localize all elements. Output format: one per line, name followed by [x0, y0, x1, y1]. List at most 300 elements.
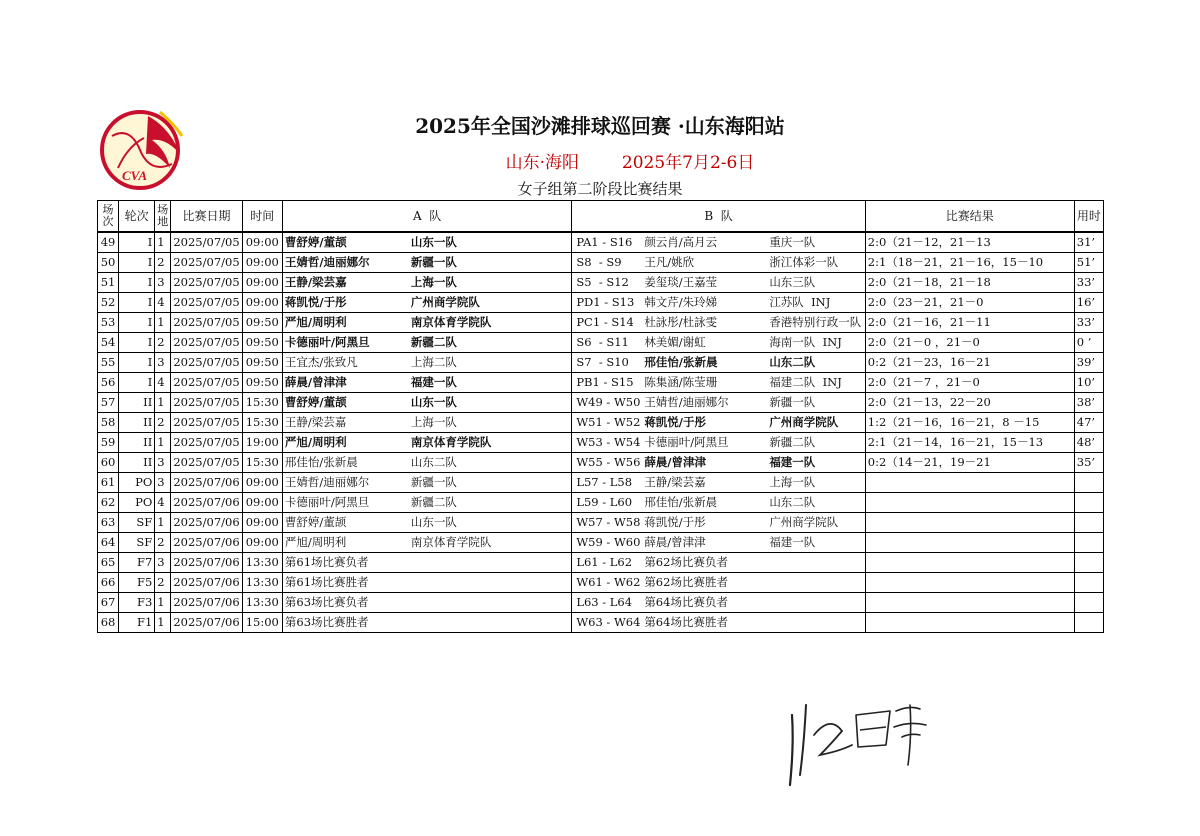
round-cell: F5 — [119, 573, 155, 593]
duration-cell — [1074, 473, 1103, 493]
round-cell: I — [119, 353, 155, 373]
page-subtitle: 女子组第二阶段比赛结果 — [517, 180, 683, 198]
result-cell: 2:0（21－16，21－11 — [865, 313, 1074, 333]
team-a-name: 南京体育学院队 — [410, 535, 492, 549]
team-a-players: 严旭/周明利 — [284, 435, 347, 449]
time-cell: 19:00 — [242, 433, 282, 453]
team-a-wrapper — [285, 393, 569, 412]
team-b-players: 第62场比赛负者 — [644, 555, 728, 569]
team-a-players: 第61场比赛胜者 — [284, 575, 369, 589]
result-cell: 2:1（18－21，21－16，15－10 — [865, 253, 1074, 273]
table-row — [98, 433, 1104, 453]
team-b-wrapper — [574, 393, 862, 412]
date-cell: 2025/07/05 — [171, 273, 242, 293]
team-b-cell — [572, 353, 865, 373]
result-cell: 2:0（21－0 ，21－0 — [865, 333, 1074, 353]
table-row — [98, 473, 1104, 493]
court-cell: 4 — [155, 373, 171, 393]
court-cell: 1 — [155, 232, 171, 253]
round-cell: F7 — [119, 553, 155, 573]
match-no-cell: 68 — [98, 613, 119, 633]
team-b-wrapper — [574, 253, 862, 272]
team-a-wrapper — [285, 553, 569, 572]
date-cell: 2025/07/05 — [171, 232, 242, 253]
team-b-cell — [572, 253, 865, 273]
seed-label: PC1 - S14 — [576, 315, 634, 329]
court-cell: 2 — [155, 333, 171, 353]
team-a-wrapper — [285, 413, 569, 432]
duration-cell: 10’ — [1074, 373, 1103, 393]
team-a-cell — [282, 433, 571, 453]
team-b-cell — [572, 453, 865, 473]
team-b-cell — [572, 553, 865, 573]
duration-cell: 48’ — [1074, 433, 1103, 453]
team-a-cell — [282, 333, 571, 353]
seed-label: S5 - S12 — [576, 275, 629, 289]
col-header-team-b: B 队 — [572, 201, 865, 233]
team-b-players: 王静/梁芸嘉 — [644, 475, 706, 489]
match-no-cell: 62 — [98, 493, 119, 513]
date-cell: 2025/07/06 — [171, 553, 242, 573]
match-no-cell: 52 — [98, 293, 119, 313]
team-b-cell — [572, 232, 865, 253]
seed-label: PA1 - S16 — [576, 235, 633, 249]
col-header-round: 轮次 — [119, 201, 155, 233]
team-a-cell — [282, 573, 571, 593]
result-cell: 2:1（21－14，16－21，15－13 — [865, 433, 1074, 453]
time-cell: 13:30 — [242, 593, 282, 613]
table-row — [98, 533, 1104, 553]
seed-label: PB1 - S15 — [576, 375, 634, 389]
time-cell: 09:50 — [242, 353, 282, 373]
result-cell: 2:0（21－12，21－13 — [865, 232, 1074, 253]
match-no-cell: 54 — [98, 333, 119, 353]
duration-cell: 47’ — [1074, 413, 1103, 433]
team-b-wrapper — [574, 293, 862, 312]
table-row — [98, 513, 1104, 533]
seed-label: S6 - S11 — [576, 335, 629, 349]
team-b-wrapper — [574, 333, 862, 352]
match-no-cell: 59 — [98, 433, 119, 453]
team-a-name: 新疆一队 — [410, 475, 457, 489]
team-a-players: 邢佳怡/张新晨 — [284, 455, 358, 469]
date-cell: 2025/07/05 — [171, 453, 242, 473]
team-b-players: 韩文芹/朱玲娣 — [644, 295, 718, 309]
team-b-wrapper — [574, 313, 862, 332]
team-a-name: 上海二队 — [410, 355, 457, 369]
team-b-players: 薛晨/曾津津 — [644, 455, 707, 469]
round-cell: F3 — [119, 593, 155, 613]
team-b-name: 新疆二队 — [769, 435, 816, 449]
team-b-players: 林美媚/谢虹 — [644, 335, 706, 349]
round-cell: SF — [119, 513, 155, 533]
team-b-cell — [572, 293, 865, 313]
date-cell: 2025/07/05 — [171, 333, 242, 353]
court-cell: 1 — [155, 433, 171, 453]
team-b-wrapper — [574, 273, 862, 292]
date-cell: 2025/07/06 — [171, 473, 242, 493]
results-table-body — [98, 232, 1104, 633]
round-cell: I — [119, 313, 155, 333]
team-a-cell — [282, 273, 571, 293]
date-cell: 2025/07/06 — [171, 493, 242, 513]
team-a-name: 广州商学院队 — [410, 295, 480, 309]
team-b-name: 香港特别行政一队 — [769, 315, 862, 329]
team-a-cell — [282, 493, 571, 513]
team-a-name: 山东一队 — [410, 235, 457, 249]
seed-label: S8 - S9 — [576, 255, 622, 269]
result-cell — [865, 493, 1074, 513]
match-no-cell: 49 — [98, 232, 119, 253]
date-cell: 2025/07/05 — [171, 373, 242, 393]
date-cell: 2025/07/06 — [171, 613, 242, 633]
team-b-players: 第64场比赛负者 — [644, 595, 728, 609]
col-header-result: 比赛结果 — [865, 201, 1074, 233]
team-b-name: 福建一队 — [769, 455, 816, 469]
team-b-cell — [572, 333, 865, 353]
team-a-players: 王婧哲/迪丽娜尔 — [284, 475, 370, 489]
seed-label: S7 - S10 — [576, 355, 629, 369]
match-no-cell: 66 — [98, 573, 119, 593]
match-no-cell: 57 — [98, 393, 119, 413]
team-b-name: 重庆一队 — [769, 235, 816, 249]
team-b-name: 浙江体彩一队 — [769, 255, 839, 269]
seed-label: W63 - W64 — [576, 615, 641, 629]
seed-label: W49 - W50 — [576, 395, 641, 409]
team-b-players: 邢佳怡/张新晨 — [644, 355, 718, 369]
round-cell: F1 — [119, 613, 155, 633]
seed-label: L61 - L62 — [576, 555, 633, 569]
seed-label: W61 - W62 — [576, 575, 641, 589]
table-row — [98, 393, 1104, 413]
court-cell: 3 — [155, 353, 171, 373]
time-cell: 09:00 — [242, 533, 282, 553]
date-cell: 2025/07/06 — [171, 573, 242, 593]
team-a-cell — [282, 593, 571, 613]
court-cell: 1 — [155, 593, 171, 613]
team-b-name: 山东三队 — [769, 275, 816, 289]
duration-cell — [1074, 513, 1103, 533]
time-cell: 09:00 — [242, 513, 282, 533]
match-no-cell: 55 — [98, 353, 119, 373]
duration-cell — [1074, 573, 1103, 593]
duration-cell — [1074, 533, 1103, 553]
team-b-name: 广州商学院队 — [769, 515, 839, 529]
team-b-wrapper — [574, 613, 862, 632]
result-cell — [865, 573, 1074, 593]
duration-cell — [1074, 593, 1103, 613]
duration-cell: 39’ — [1074, 353, 1103, 373]
handwritten-signature — [770, 675, 960, 805]
table-row — [98, 273, 1104, 293]
team-b-players: 王婧哲/迪丽娜尔 — [644, 395, 729, 409]
team-b-cell — [572, 433, 865, 453]
table-row — [98, 613, 1104, 633]
team-a-wrapper — [285, 313, 569, 332]
seed-label: W51 - W52 — [576, 415, 641, 429]
match-no-cell: 58 — [98, 413, 119, 433]
court-cell: 2 — [155, 253, 171, 273]
court-cell: 4 — [155, 493, 171, 513]
date-cell: 2025/07/06 — [171, 593, 242, 613]
team-a-players: 王静/梁芸嘉 — [284, 275, 347, 289]
match-no-cell: 53 — [98, 313, 119, 333]
time-cell: 09:50 — [242, 373, 282, 393]
table-row — [98, 333, 1104, 353]
team-b-wrapper — [574, 493, 862, 512]
results-table — [97, 200, 1104, 633]
team-b-cell — [572, 513, 865, 533]
team-b-wrapper — [574, 593, 862, 612]
team-a-wrapper — [285, 293, 569, 312]
team-b-wrapper — [574, 353, 862, 372]
team-b-players: 邢佳怡/张新晨 — [644, 495, 718, 509]
team-a-players: 蒋凯悦/于彤 — [284, 295, 347, 309]
duration-cell — [1074, 493, 1103, 513]
match-no-cell: 61 — [98, 473, 119, 493]
round-cell: I — [119, 273, 155, 293]
team-b-wrapper — [574, 233, 862, 252]
team-a-cell — [282, 553, 571, 573]
seed-label: W57 - W58 — [576, 515, 641, 529]
round-cell: II — [119, 453, 155, 473]
team-b-players: 陈集涵/陈莹珊 — [644, 375, 718, 389]
table-row — [98, 313, 1104, 333]
team-a-name: 南京体育学院队 — [410, 315, 492, 329]
result-cell: 0:2（14－21，19－21 — [865, 453, 1074, 473]
time-cell: 13:30 — [242, 553, 282, 573]
round-cell: II — [119, 413, 155, 433]
team-a-cell — [282, 353, 571, 373]
team-b-wrapper — [574, 513, 862, 532]
table-row — [98, 413, 1104, 433]
team-a-wrapper — [285, 333, 569, 352]
result-cell — [865, 593, 1074, 613]
team-a-name: 山东二队 — [410, 455, 457, 469]
team-b-players: 卡德丽叶/阿黑旦 — [644, 435, 729, 449]
duration-cell: 16’ — [1074, 293, 1103, 313]
team-b-players: 蒋凯悦/于彤 — [644, 415, 707, 429]
date-cell: 2025/07/05 — [171, 253, 242, 273]
seed-label: W53 - W54 — [576, 435, 641, 449]
team-a-players: 卡德丽叶/阿黑旦 — [284, 495, 370, 509]
court-cell: 2 — [155, 413, 171, 433]
team-a-cell — [282, 293, 571, 313]
team-a-name: 新疆一队 — [410, 255, 457, 269]
duration-cell: 38’ — [1074, 393, 1103, 413]
time-cell: 09:00 — [242, 273, 282, 293]
seed-label: L57 - L58 — [576, 475, 633, 489]
team-b-players: 第62场比赛胜者 — [644, 575, 728, 589]
result-cell — [865, 473, 1074, 493]
time-cell: 09:50 — [242, 333, 282, 353]
team-a-cell — [282, 453, 571, 473]
team-a-players: 严旭/周明利 — [284, 315, 347, 329]
team-b-players: 王凡/姚欣 — [644, 255, 695, 269]
court-cell: 3 — [155, 273, 171, 293]
team-a-name: 上海一队 — [410, 275, 457, 289]
match-no-cell: 51 — [98, 273, 119, 293]
event-location: 山东·海阳 — [505, 153, 580, 173]
duration-cell — [1074, 613, 1103, 633]
round-cell: I — [119, 333, 155, 353]
team-b-cell — [572, 413, 865, 433]
team-a-wrapper — [285, 453, 569, 472]
date-cell: 2025/07/06 — [171, 513, 242, 533]
round-cell: PO — [119, 493, 155, 513]
result-cell: 2:0（21－18，21－18 — [865, 273, 1074, 293]
team-b-players: 第64场比赛胜者 — [644, 615, 728, 629]
team-a-players: 严旭/周明利 — [284, 535, 347, 549]
event-dates: 2025年7月2-6日 — [621, 153, 755, 173]
round-cell: I — [119, 232, 155, 253]
team-a-cell — [282, 253, 571, 273]
team-a-wrapper — [285, 273, 569, 292]
round-cell: II — [119, 433, 155, 453]
col-header-date: 比赛日期 — [171, 201, 242, 233]
team-a-players: 第63场比赛负者 — [284, 595, 369, 609]
court-cell: 1 — [155, 513, 171, 533]
court-cell: 3 — [155, 473, 171, 493]
duration-cell: 33’ — [1074, 273, 1103, 293]
time-cell: 09:00 — [242, 293, 282, 313]
team-a-name: 福建一队 — [410, 375, 457, 389]
round-cell: PO — [119, 473, 155, 493]
seed-label: PD1 - S13 — [576, 295, 635, 309]
team-a-players: 卡德丽叶/阿黑旦 — [284, 335, 370, 349]
team-b-cell — [572, 473, 865, 493]
court-cell: 1 — [155, 313, 171, 333]
team-a-wrapper — [285, 593, 569, 612]
team-b-name: 福建二队 INJ — [769, 375, 842, 389]
time-cell: 09:00 — [242, 493, 282, 513]
team-b-cell — [572, 613, 865, 633]
table-row — [98, 373, 1104, 393]
duration-cell: 0 ’ — [1074, 333, 1103, 353]
team-a-name: 上海一队 — [410, 415, 457, 429]
match-no-cell: 65 — [98, 553, 119, 573]
team-b-wrapper — [574, 473, 862, 492]
time-cell: 09:00 — [242, 232, 282, 253]
team-a-wrapper — [285, 433, 569, 452]
duration-cell: 35’ — [1074, 453, 1103, 473]
team-a-players: 第61场比赛负者 — [284, 555, 369, 569]
team-a-players: 薛晨/曾津津 — [284, 375, 347, 389]
team-b-name: 山东二队 — [769, 355, 816, 369]
date-cell: 2025/07/05 — [171, 413, 242, 433]
court-cell: 3 — [155, 553, 171, 573]
time-cell: 15:30 — [242, 413, 282, 433]
time-cell: 15:30 — [242, 393, 282, 413]
col-header-time: 时间 — [242, 201, 282, 233]
team-b-wrapper — [574, 453, 862, 472]
seed-label: L63 - L64 — [576, 595, 633, 609]
team-b-players: 姜玺琰/王嘉莹 — [644, 275, 718, 289]
round-cell: I — [119, 373, 155, 393]
duration-cell: 51’ — [1074, 253, 1103, 273]
team-a-players: 第63场比赛胜者 — [284, 615, 369, 629]
seed-label: W59 - W60 — [576, 535, 641, 549]
table-row — [98, 253, 1104, 273]
team-b-name: 海南一队 INJ — [769, 335, 842, 349]
time-cell: 13:30 — [242, 573, 282, 593]
date-cell: 2025/07/05 — [171, 313, 242, 333]
result-cell: 1:2（21－16，16－21，8 －15 — [865, 413, 1074, 433]
team-a-players: 王宜杰/张致凡 — [284, 355, 358, 369]
team-b-cell — [572, 273, 865, 293]
duration-cell: 31’ — [1074, 232, 1103, 253]
team-a-wrapper — [285, 253, 569, 272]
team-b-wrapper — [574, 433, 862, 452]
team-b-name: 上海一队 — [769, 475, 816, 489]
team-a-wrapper — [285, 533, 569, 552]
date-cell: 2025/07/05 — [171, 393, 242, 413]
team-b-cell — [572, 593, 865, 613]
team-b-cell — [572, 373, 865, 393]
result-cell: 0:2（21－23，16－21 — [865, 353, 1074, 373]
time-cell: 09:00 — [242, 253, 282, 273]
team-a-wrapper — [285, 513, 569, 532]
team-b-players: 蒋凯悦/于彤 — [644, 515, 706, 529]
court-cell: 1 — [155, 613, 171, 633]
court-cell: 2 — [155, 533, 171, 553]
match-no-cell: 64 — [98, 533, 119, 553]
match-no-cell: 50 — [98, 253, 119, 273]
team-a-wrapper — [285, 353, 569, 372]
team-a-cell — [282, 393, 571, 413]
court-cell: 1 — [155, 393, 171, 413]
result-cell: 2:0（23－21，21－0 — [865, 293, 1074, 313]
round-cell: I — [119, 293, 155, 313]
team-b-wrapper — [574, 373, 862, 392]
duration-cell: 33’ — [1074, 313, 1103, 333]
court-cell: 3 — [155, 453, 171, 473]
team-a-players: 曹舒婷/董颉 — [284, 515, 347, 529]
team-a-name: 山东一队 — [410, 515, 457, 529]
col-header-match-no: 场次 — [98, 201, 119, 233]
time-cell: 09:50 — [242, 313, 282, 333]
col-header-duration: 用时 — [1074, 201, 1103, 233]
team-a-cell — [282, 513, 571, 533]
team-b-cell — [572, 573, 865, 593]
team-a-cell — [282, 373, 571, 393]
team-b-wrapper — [574, 413, 862, 432]
court-cell: 2 — [155, 573, 171, 593]
match-no-cell: 67 — [98, 593, 119, 613]
team-a-name: 南京体育学院队 — [410, 435, 492, 449]
table-row — [98, 293, 1104, 313]
round-cell: SF — [119, 533, 155, 553]
team-a-cell — [282, 232, 571, 253]
table-header-row — [98, 201, 1104, 233]
team-a-players: 曹舒婷/董颉 — [284, 395, 347, 409]
team-b-name: 江苏队 INJ — [769, 295, 831, 309]
col-header-court: 场地 — [155, 201, 171, 233]
table-row — [98, 232, 1104, 253]
team-b-players: 颜云肖/高月云 — [644, 235, 718, 249]
team-b-players: 杜詠彤/杜詠雯 — [644, 315, 718, 329]
time-cell: 09:00 — [242, 473, 282, 493]
time-cell: 15:00 — [242, 613, 282, 633]
team-b-cell — [572, 313, 865, 333]
time-cell: 15:30 — [242, 453, 282, 473]
team-a-cell — [282, 533, 571, 553]
match-no-cell: 60 — [98, 453, 119, 473]
seed-label: L59 - L60 — [576, 495, 633, 509]
team-a-cell — [282, 313, 571, 333]
team-a-cell — [282, 473, 571, 493]
team-a-name: 新疆二队 — [410, 335, 457, 349]
